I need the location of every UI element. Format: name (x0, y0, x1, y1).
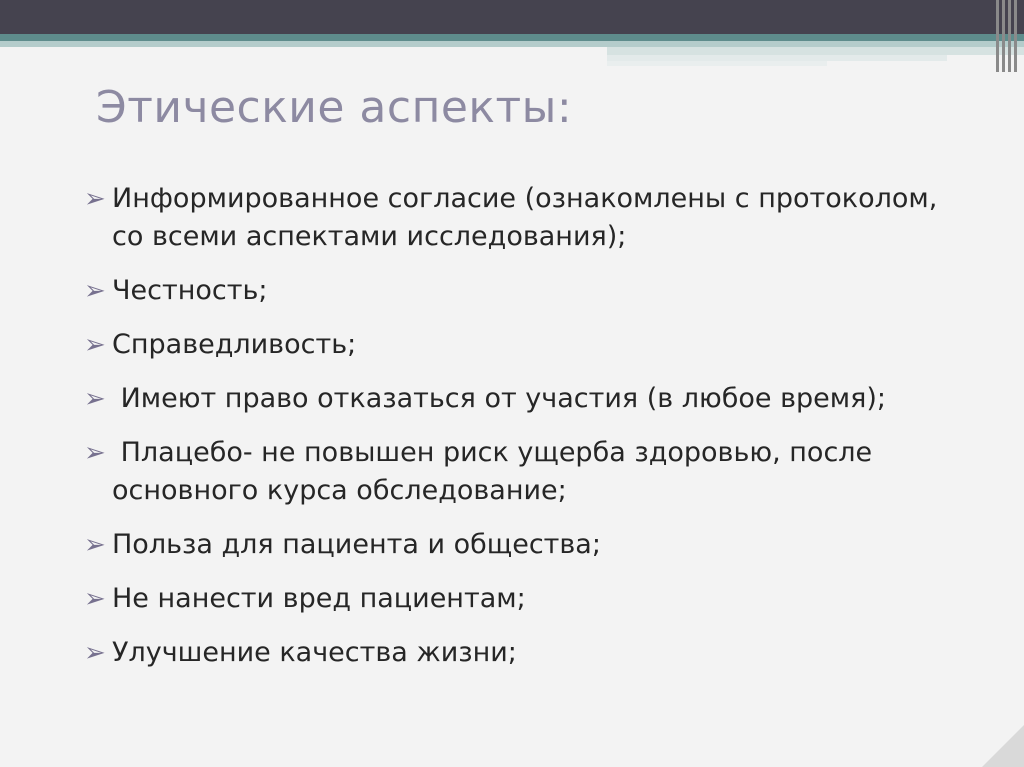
arrow-bullet-icon: ➢ (84, 276, 106, 306)
arrow-bullet-icon: ➢ (84, 584, 106, 614)
bullet-text: Не нанести вред пациентам; (112, 583, 526, 614)
header-teal-stripe (0, 34, 1024, 41)
bullet-list (84, 180, 964, 688)
arrow-bullet-icon: ➢ (84, 638, 106, 668)
bullet-text: Справедливость; (112, 329, 357, 360)
bullet-text: Информированное согласие (ознакомлены с протоколом, со всеми аспектами исследования); (112, 183, 938, 252)
page-curl-corner (982, 725, 1024, 767)
list-item (84, 580, 964, 618)
bullet-text: Улучшение качества жизни; (112, 637, 517, 668)
arrow-bullet-icon: ➢ (84, 438, 106, 468)
arrow-bullet-icon: ➢ (84, 530, 106, 560)
arrow-bullet-icon: ➢ (84, 184, 106, 214)
list-item (84, 634, 964, 672)
list-item (84, 326, 964, 364)
bullet-text: Плацебо- не повышен риск ущерба здоровью, после основного курса обследование; (112, 437, 881, 506)
list-item (84, 526, 964, 564)
list-item (84, 434, 964, 510)
header-accent-bar (607, 47, 1024, 55)
list-item (84, 380, 964, 418)
header-band (0, 0, 1024, 34)
bullet-text: Польза для пациента и общества; (112, 529, 601, 560)
arrow-bullet-icon: ➢ (84, 330, 106, 360)
arrow-bullet-icon: ➢ (84, 384, 106, 414)
header-right-bars (992, 0, 1024, 72)
list-item (84, 180, 964, 256)
bullet-text: Честность; (112, 275, 268, 306)
list-item (84, 272, 964, 310)
slide-title: Этические аспекты: (96, 82, 573, 133)
bullet-text: Имеют право отказаться от участия (в любое время); (112, 383, 887, 414)
header-accent-bar (607, 61, 827, 66)
